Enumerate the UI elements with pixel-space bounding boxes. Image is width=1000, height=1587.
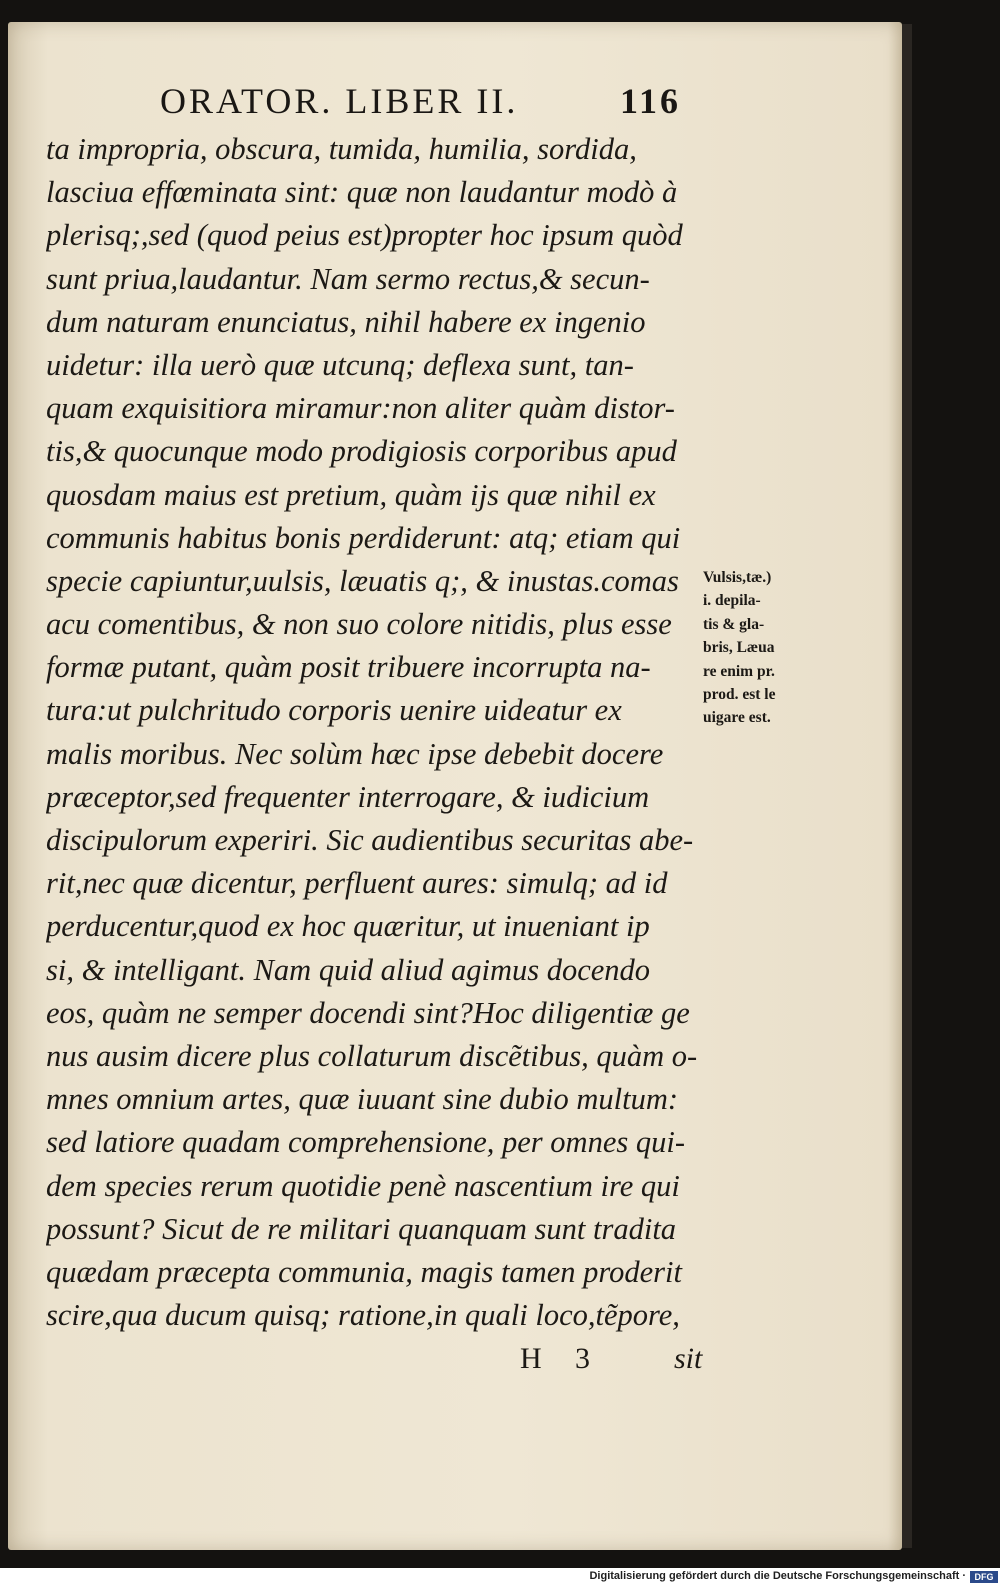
text-line: dum naturam enunciatus, nihil habere ex ingenio xyxy=(46,304,646,339)
dfg-logo: DFG xyxy=(970,1571,998,1583)
text-line: quam exquisitiora miramur:non aliter quàm distor- xyxy=(46,391,675,426)
catchword: sit xyxy=(674,1342,703,1375)
digitization-footer xyxy=(0,1568,1000,1587)
marginal-note xyxy=(703,566,833,730)
text-line: lasciua effœminata sint: quæ non laudantur modò à xyxy=(46,175,678,210)
text-line: sunt priua,laudantur. Nam sermo rectus,& secun- xyxy=(46,261,650,296)
marginal-line: i. depila- xyxy=(703,592,761,610)
text-line: formæ putant, quàm posit tribuere incorrupta na- xyxy=(46,650,651,685)
text-line: si, & intelligant. Nam quid aliud agimus docendo xyxy=(46,952,651,987)
marginal-line: prod. est le xyxy=(703,686,776,704)
page-header xyxy=(160,80,682,130)
text-line: nus ausim dicere plus collaturum discẽtibus, quàm o- xyxy=(46,1038,698,1073)
text-line: perducentur,quod ex hoc quæritur, ut inueniant ip xyxy=(46,909,650,944)
marginal-line: tis & gla- xyxy=(703,615,765,633)
text-line: dem species rerum quotidie penè nascentium ire qui xyxy=(46,1168,680,1203)
text-line: plerisq;,sed (quod peius est)propter hoc ipsum quòd xyxy=(46,218,683,253)
signature-mark: H xyxy=(520,1342,542,1375)
text-line: ta impropria, obscura, tumida, humilia, sordida, xyxy=(46,132,637,166)
text-line: tis,& quocunque modo prodigiosis corporibus apud xyxy=(46,434,677,469)
text-line: acu comentibus, & non suo colore nitidis, plus esse xyxy=(46,607,672,642)
text-line: quædam præcepta communia, magis tamen proderit xyxy=(46,1254,682,1289)
text-line: præceptor,sed frequenter interrogare, & iudicium xyxy=(46,779,650,814)
text-line: rit,nec quæ dicentur, perfluent aures: simulq; ad id xyxy=(46,866,668,901)
text-line: sed latiore quadam comprehensione, per omnes qui- xyxy=(46,1125,685,1160)
text-line: eos, quàm ne semper docendi sint?Hoc diligentiæ ge xyxy=(46,995,690,1030)
marginal-line: bris, Læua xyxy=(703,639,775,657)
running-title: ORATOR. LIBER II. xyxy=(160,81,519,121)
funding-credit: Digitalisierung gefördert durch die Deutsche Forschungsgemeinschaft · xyxy=(589,1570,966,1582)
main-text xyxy=(46,128,710,1337)
marginal-line: Vulsis,tæ.) xyxy=(703,569,772,586)
text-line: specie capiuntur,uulsis, læuatis q;, & inustas.comas xyxy=(46,563,679,598)
text-line: scire,qua ducum quisq; ratione,in quali loco,tẽpore, xyxy=(46,1298,680,1333)
text-line: communis habitus bonis perdiderunt: atq; etiam qui xyxy=(46,520,681,555)
folio-number: 116 xyxy=(620,81,682,121)
text-line: uidetur: illa uerò quæ utcunq; deflexa sunt, tan- xyxy=(46,347,634,382)
signature-number: 3 xyxy=(575,1342,590,1375)
signature-line xyxy=(520,1342,720,1382)
text-line: quosdam maius est pretium, quàm ijs quæ nihil ex xyxy=(46,477,656,512)
text-line: discipulorum experiri. Sic audientibus securitas abe- xyxy=(46,823,694,857)
page-edge xyxy=(902,24,912,1548)
text-line: mnes omnium artes, quæ iuuant sine dubio multum: xyxy=(46,1082,679,1117)
marginal-line: uigare est. xyxy=(703,709,771,727)
text-line: possunt? Sicut de re militari quanquam sunt tradita xyxy=(46,1211,677,1246)
marginal-line: re enim pr. xyxy=(703,662,775,680)
text-line: tura:ut pulchritudo corporis uenire uideatur ex xyxy=(46,693,622,728)
text-line: malis moribus. Nec solùm hæc ipse debebit docere xyxy=(46,736,664,771)
